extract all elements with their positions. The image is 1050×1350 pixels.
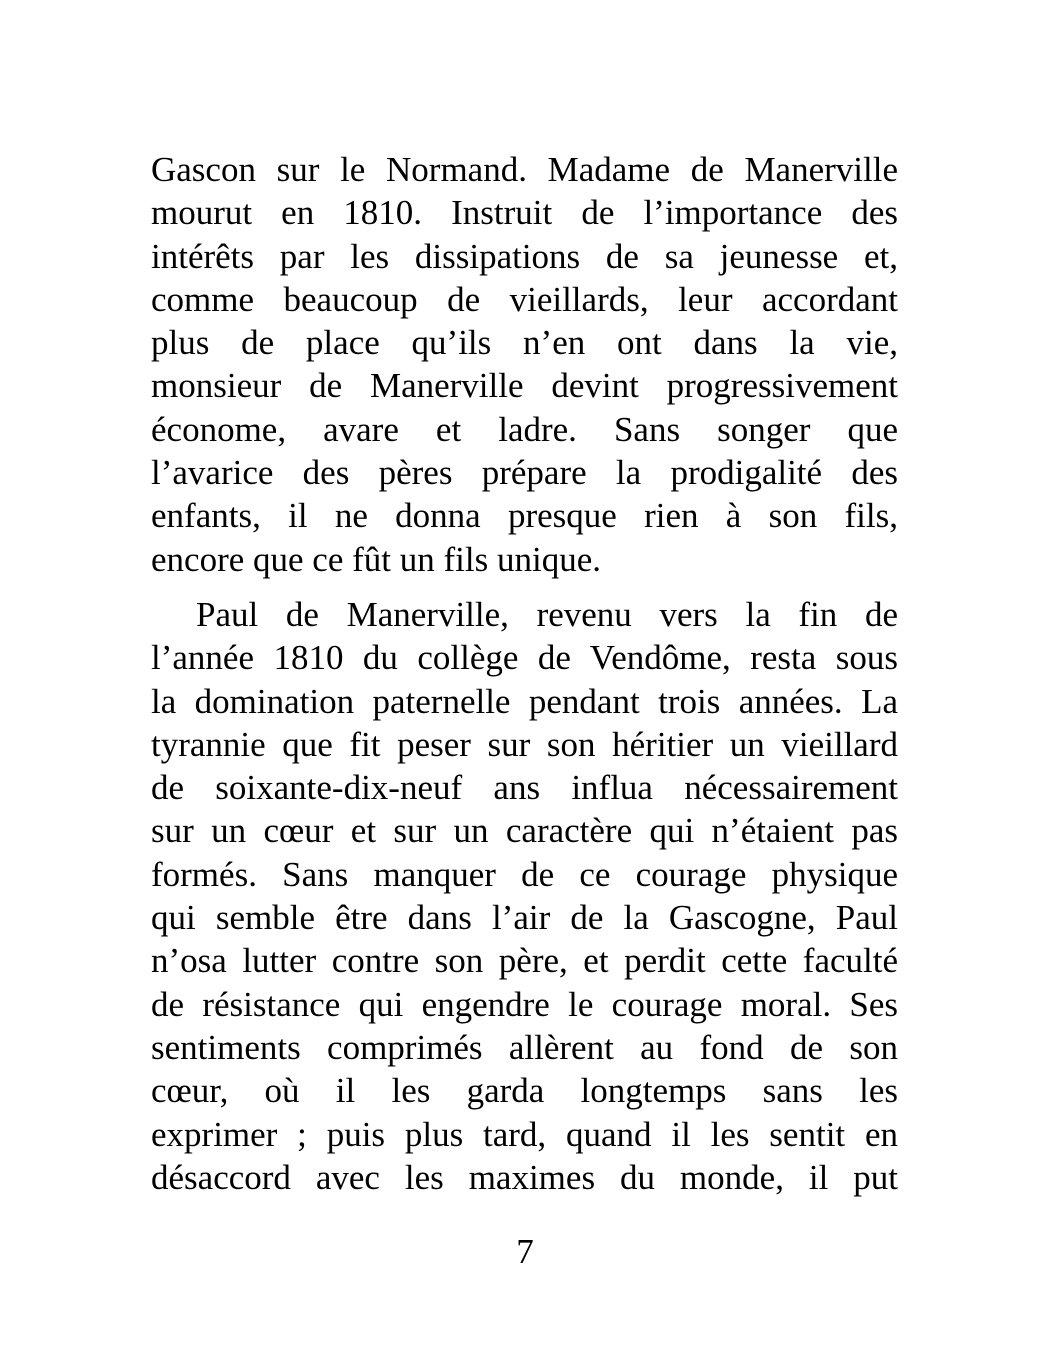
text-line: plus de place qu’ils n’en ont dans la vie, — [151, 323, 898, 363]
paragraph-gap — [151, 581, 898, 593]
text-line: l’avarice des pères prépare la prodigalité des — [151, 453, 898, 493]
text-line: cœur, où il les garda longtemps sans les — [151, 1071, 898, 1111]
text-line: n’osa lutter contre son père, et perdit cette faculté — [151, 941, 898, 981]
paragraph-1 — [151, 148, 898, 581]
text-line: l’année 1810 du collège de Vendôme, resta sous — [151, 638, 898, 678]
page-number: 7 — [516, 1232, 534, 1271]
text-line: mourut en 1810. Instruit de l’importance des — [151, 193, 898, 233]
text-line: monsieur de Manerville devint progressivement — [151, 366, 898, 406]
text-line: encore que ce fût un fils unique. — [151, 539, 601, 579]
text-line: tyrannie que fit peser sur son héritier un vieillard — [151, 724, 898, 764]
text-line: formés. Sans manquer de ce courage physique — [151, 854, 898, 894]
text-line: comme beaucoup de vieillards, leur accordant — [151, 279, 898, 319]
text-line: intérêts par les dissipations de sa jeunesse et, — [151, 236, 898, 276]
text-line: sentiments comprimés allèrent au fond de son — [151, 1027, 898, 1067]
text-line: enfants, il ne donna presque rien à son fils, — [151, 496, 898, 536]
text-line: de résistance qui engendre le courage moral. Ses — [151, 984, 898, 1024]
paragraph-2 — [151, 593, 898, 1199]
text-line: de soixante-dix-neuf ans influa nécessairement — [151, 768, 898, 808]
text-line: Gascon sur le Normand. Madame de Manerville — [151, 150, 898, 189]
text-line: désaccord avec les maximes du monde, il put — [151, 1157, 898, 1197]
text-line: Paul de Manerville, revenu vers la fin de — [196, 594, 898, 634]
text-line: la domination paternelle pendant trois années. La — [151, 681, 898, 721]
text-line: sur un cœur et sur un caractère qui n’étaient pas — [151, 811, 898, 851]
text-line: exprimer ; puis plus tard, quand il les sentit en — [151, 1114, 898, 1154]
text-line: économe, avare et ladre. Sans songer que — [151, 409, 898, 449]
text-line: qui semble être dans l’air de la Gascogne, Paul — [151, 898, 898, 938]
body-text — [151, 148, 898, 1199]
